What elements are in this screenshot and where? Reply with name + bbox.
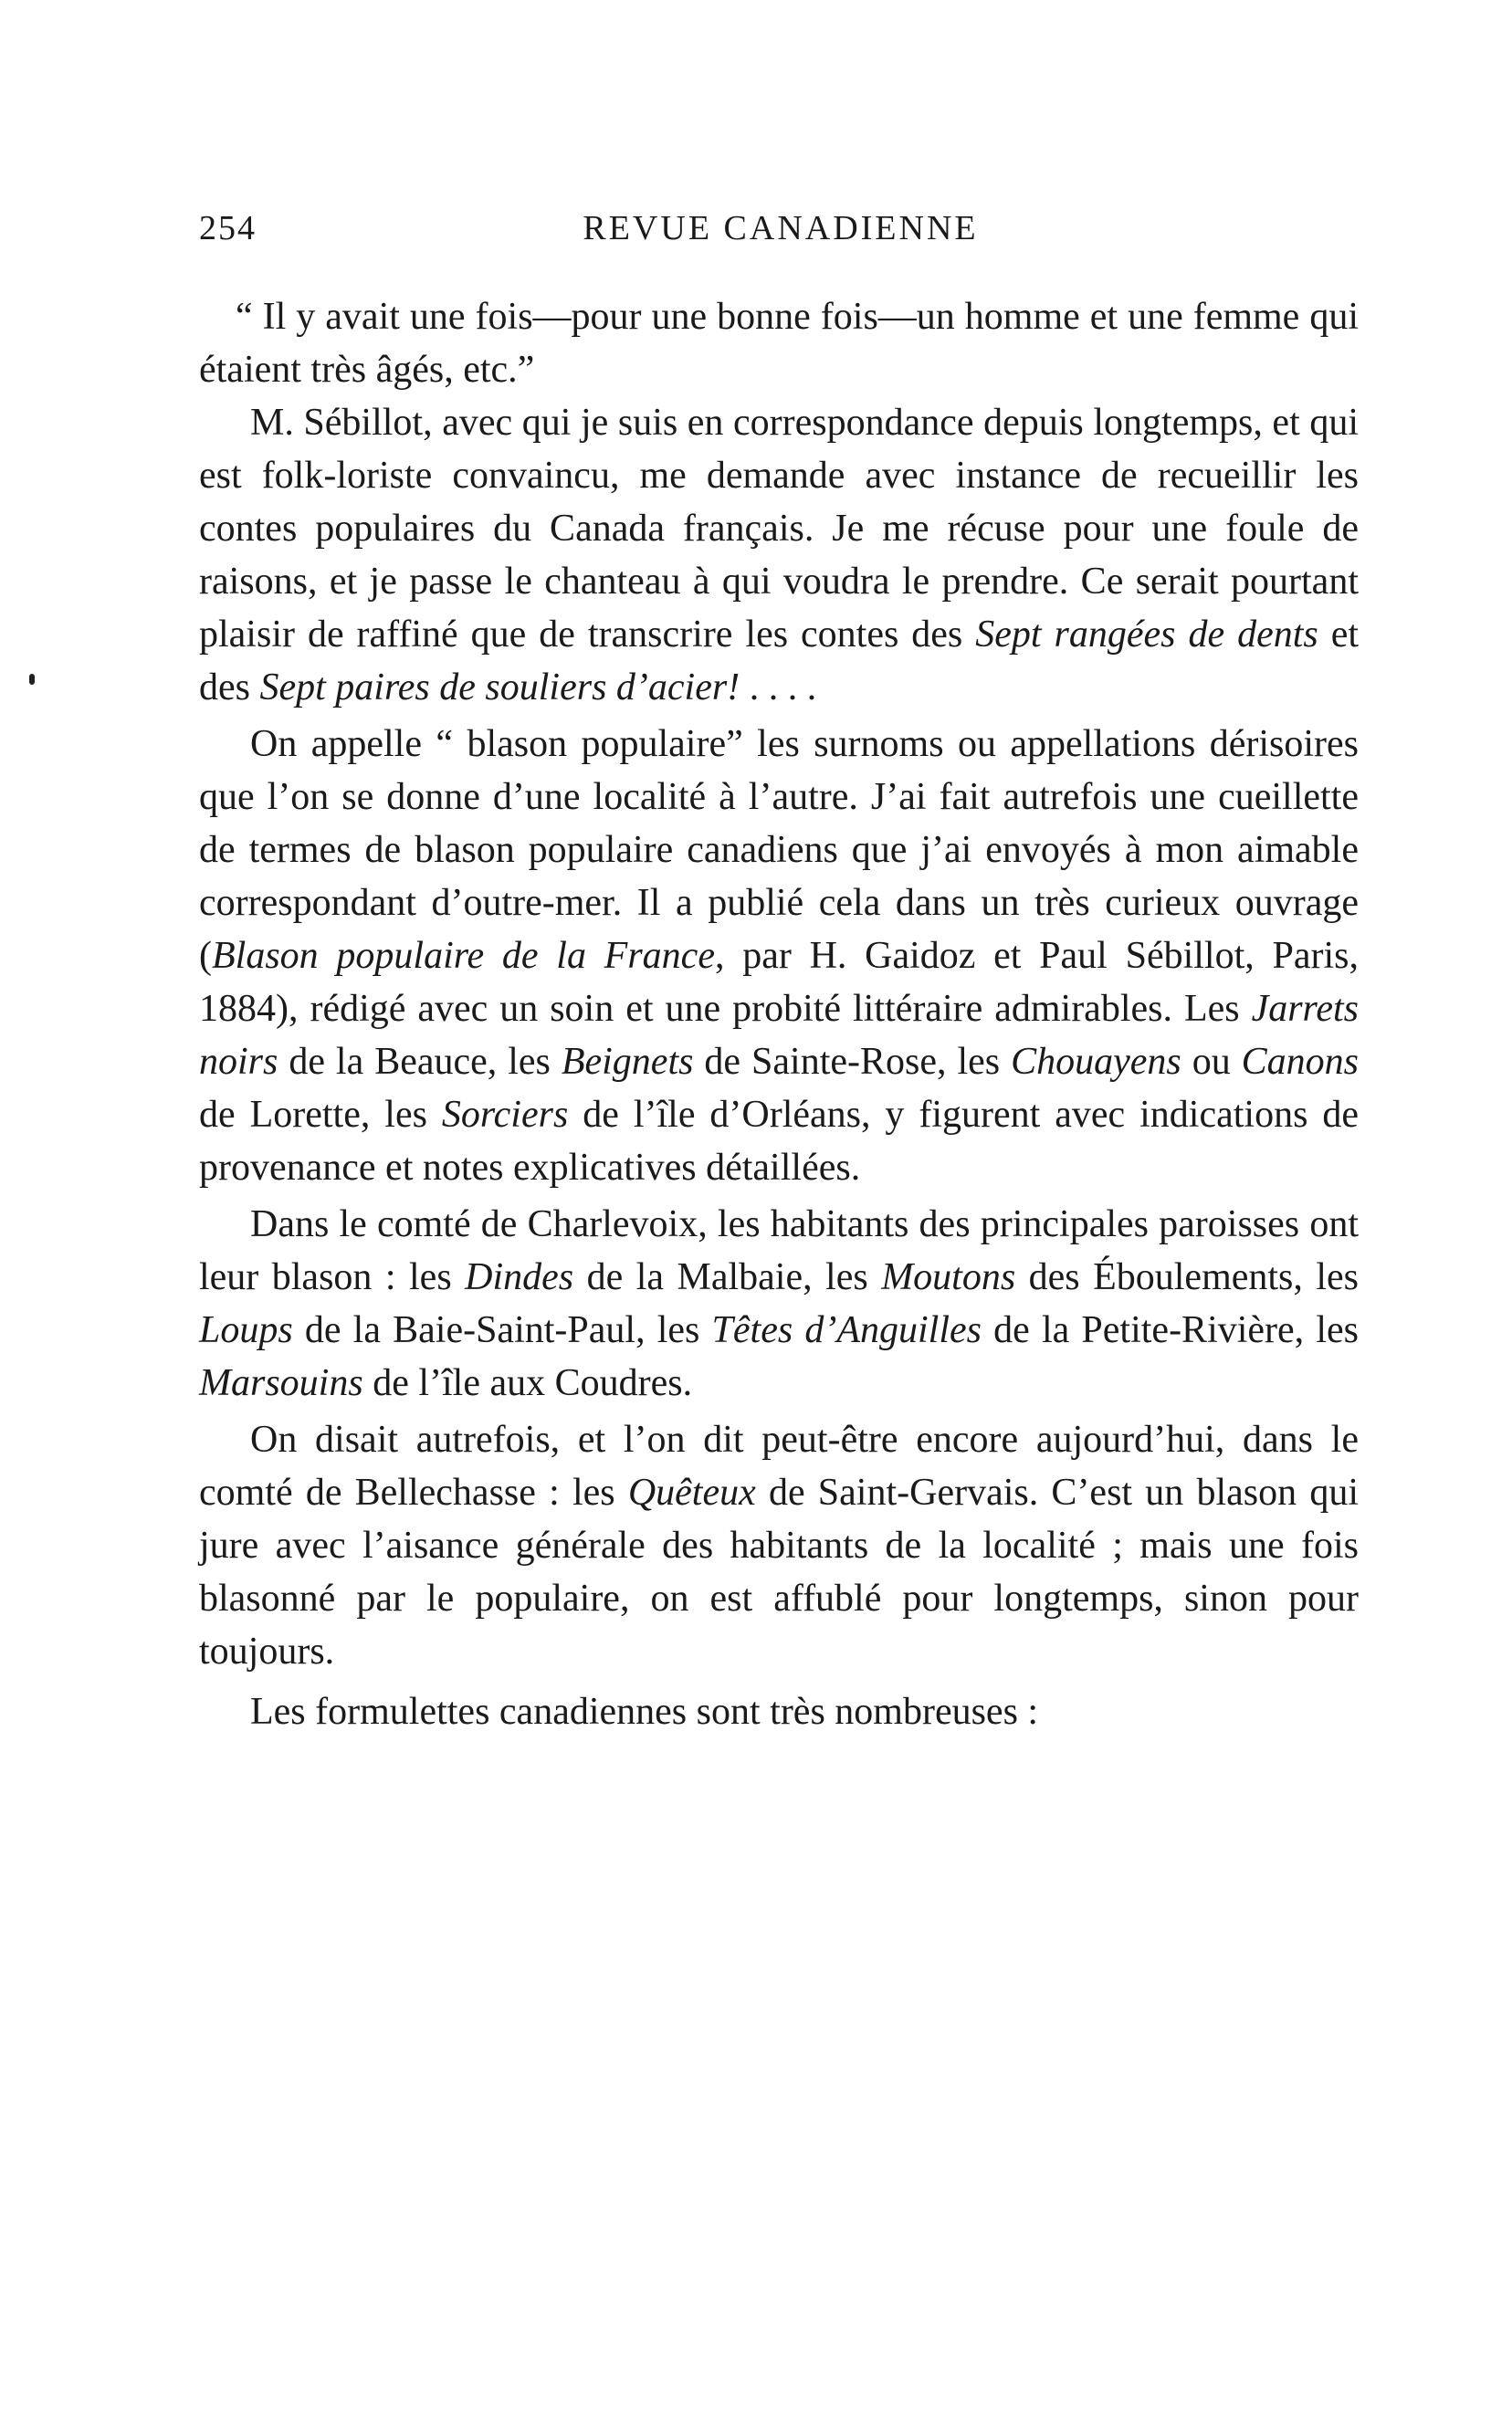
italic-term: Loups (199, 1309, 293, 1351)
text-run: et des (199, 614, 1360, 708)
text-run: de l’île d’Orléans, y figurent avec indications de provenance et notes explicatives détaillées. (199, 1094, 1360, 1189)
text-run: On disait autrefois, et l’on dit peut-être encore aujourd’hui, dans le comté de Bellechasse : les (199, 1419, 1359, 1514)
italic-term: Chouayens (1011, 1041, 1181, 1083)
paragraph-quote: “ Il y avait une fois—pour une bonne fois—un homme et une femme qui étaient très âgés, etc.” (199, 296, 1359, 391)
italic-term: Jarrets noirs (199, 988, 1359, 1083)
italic-term: Quêteux (627, 1472, 756, 1514)
text-run: , par H. Gaidoz et Paul Sébillot, Paris, 1884), rédigé avec un soin et une probité littéraire admirables. Les (199, 935, 1359, 1030)
running-head (199, 208, 1362, 259)
text-run: de la Petite-Rivière, les (982, 1309, 1359, 1351)
text-run: des Éboulements, les (1015, 1256, 1360, 1298)
journal-title: REVUE CANADIENNE (583, 209, 979, 247)
italic-term: Dindes (465, 1256, 574, 1298)
italic-term: Moutons (881, 1256, 1016, 1298)
text-run: de Sainte-Rose, les (693, 1041, 1012, 1083)
text-run: On appelle “ blason populaire” les surnoms ou appellations dérisoires que l’on se donne d’une localité à l’autre. J’ai fait autrefois une cueillette de termes de blason populaire canadiens que j’ai envoyés à mon aimable correspondant d’outre-mer. Il a publié cela dans un très curieux ouvrage ( (199, 723, 1359, 977)
body-text (199, 290, 1359, 1738)
italic-term: Canons (1241, 1041, 1360, 1083)
italic-title: Blason populaire de la France (212, 935, 715, 977)
text-run: de Lorette, les (199, 1094, 442, 1136)
italic-term: Marsouins (199, 1362, 363, 1404)
italic-term: Beignets (561, 1041, 694, 1083)
paragraph-bellechasse (199, 1413, 1359, 1678)
italic-title: Sept paires de souliers d’acier! (259, 666, 740, 708)
text-run: M. Sébillot, avec qui je suis en correspondance depuis longtemps, et qui est folk-loriste convaincu, me demande avec instance de recueillir les contes populaires du Canada français. Je me récuse pour une foule de raisons, et je passe le chanteau à qui voudra le prendre. Ce serait pourtant plaisir de raffiné que de transcrire les contes des (199, 402, 1359, 656)
paragraph-formulettes: Les formulettes canadiennes sont très nombreuses : (250, 1691, 1039, 1733)
italic-term: Sorciers (441, 1094, 569, 1136)
text-run: ou (1181, 1041, 1242, 1083)
paragraph-charlevoix (199, 1198, 1359, 1410)
text-run: de la Baie-Saint-Paul, les (292, 1309, 712, 1351)
paragraph-blason-populaire (199, 718, 1359, 1194)
page-number: 254 (199, 209, 257, 247)
text-run: Dans le comté de Charlevoix, les habitants des principales paroisses ont leur blason : les (199, 1203, 1359, 1298)
margin-ink-mark (29, 674, 35, 685)
text-run: . . . . (740, 666, 817, 708)
text-run: de la Malbaie, les (573, 1256, 882, 1298)
paragraph-sebillot (199, 396, 1359, 714)
italic-title: Sept rangées de dents (975, 614, 1318, 656)
text-run: de la Beauce, les (278, 1041, 562, 1083)
italic-term: Têtes d’Anguilles (711, 1309, 982, 1351)
text-run: de l’île aux Coudres. (362, 1362, 693, 1404)
text-run: de Saint-Gervais. C’est un blason qui jure avec l’aisance générale des habitants de la localité ; mais une fois blasonné par le populaire, on est affublé pour longtemps, sinon pour toujours. (199, 1472, 1360, 1673)
